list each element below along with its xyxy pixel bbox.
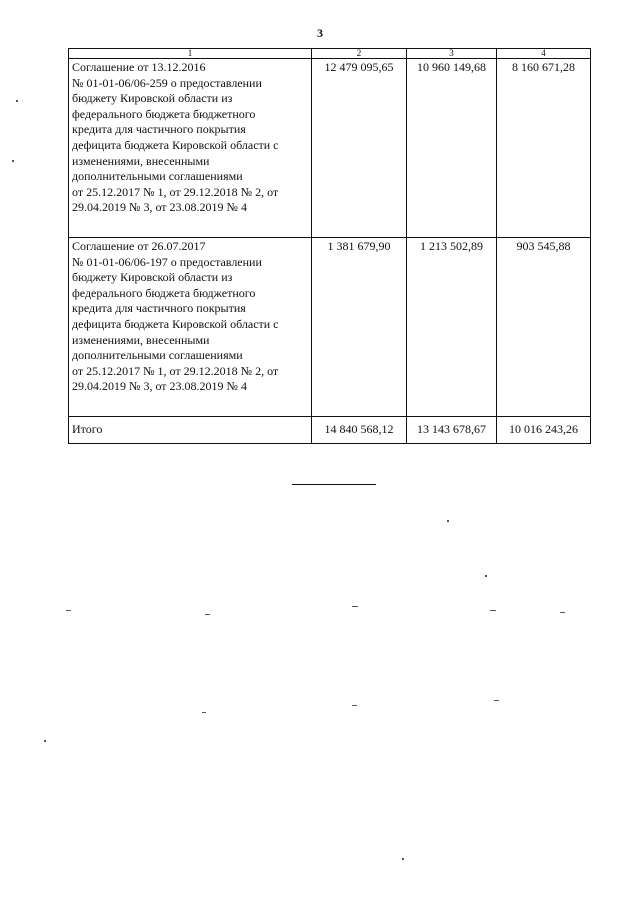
description-line: дополнительными соглашениями [72,169,243,184]
total-col2: 14 840 568,12 [312,417,407,444]
end-of-document-rule [292,484,376,485]
agreement-description [69,238,312,417]
description-line: 29.04.2019 № 3, от 23.08.2019 № 4 [72,200,247,215]
description-line: Соглашение от 26.07.2017 [72,239,206,253]
total-row [69,417,591,444]
scan-speck [12,160,14,162]
scan-speck [560,612,565,613]
scan-speck [352,606,358,607]
description-line: дефицита бюджета Кировской области с [72,316,279,331]
description-line: бюджету Кировской области из [72,91,233,106]
scan-speck [44,740,46,742]
amount-col2: 12 479 095,65 [312,59,407,238]
description-line: федерального бюджета бюджетного [72,106,256,121]
description-line: бюджету Кировской области из [72,270,233,285]
column-header-1: 1 [69,49,312,59]
table-row [69,59,591,238]
description-line: кредита для частичного покрытия [72,301,246,316]
page-number: 3 [317,26,323,40]
total-col4: 10 016 243,26 [497,417,591,444]
scan-speck [490,610,496,611]
description-line: федерального бюджета бюджетного [72,285,256,300]
scan-speck [494,700,499,701]
table-header-row [69,49,591,59]
description-line: № 01-01-06/06-259 о предоставлении [72,75,262,90]
total-label: Итого [69,417,312,444]
scan-speck [205,614,210,615]
column-header-3: 3 [407,49,497,59]
amount-col2: 1 381 679,90 [312,238,407,417]
amount-col3: 1 213 502,89 [407,238,497,417]
agreement-description [69,59,312,238]
amount-col4: 903 545,88 [497,238,591,417]
scan-speck [66,610,71,611]
scan-speck [352,705,357,706]
scan-speck [202,712,206,713]
description-line: изменениями, внесенными [72,332,210,347]
description-line: изменениями, внесенными [72,153,210,168]
description-line: Соглашение от 13.12.2016 [72,60,206,74]
column-header-2: 2 [312,49,407,59]
description-line: 29.04.2019 № 3, от 23.08.2019 № 4 [72,379,247,394]
scan-speck [485,575,487,577]
description-line: от 25.12.2017 № 1, от 29.12.2018 № 2, от [72,363,279,378]
description-line: дополнительными соглашениями [72,348,243,363]
scan-speck [447,520,449,522]
description-line: дефицита бюджета Кировской области с [72,137,279,152]
description-line: от 25.12.2017 № 1, от 29.12.2018 № 2, от [72,184,279,199]
total-col3: 13 143 678,67 [407,417,497,444]
amount-col4: 8 160 671,28 [497,59,591,238]
scan-speck [402,858,404,860]
budget-credit-table [68,48,591,444]
scan-speck [16,100,18,102]
description-line: кредита для частичного покрытия [72,122,246,137]
table-row [69,238,591,417]
amount-col3: 10 960 149,68 [407,59,497,238]
description-line: № 01-01-06/06-197 о предоставлении [72,254,262,269]
column-header-4: 4 [497,49,591,59]
